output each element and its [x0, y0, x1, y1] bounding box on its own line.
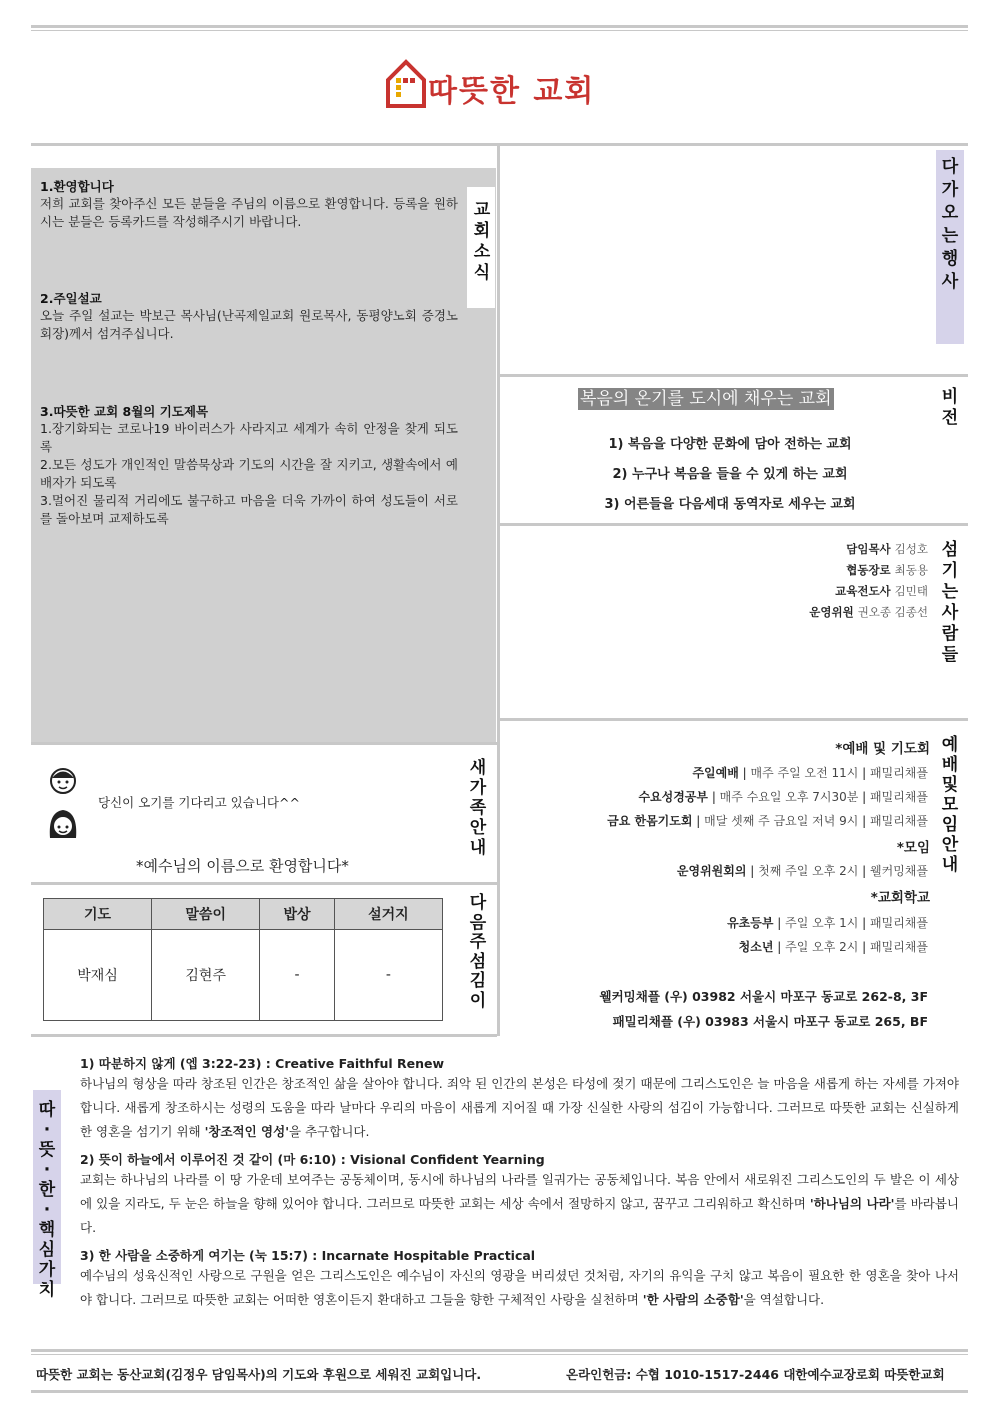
girl-avatar-icon — [46, 806, 80, 842]
servers-rule — [31, 1034, 497, 1037]
vertical-label-char: 행 — [941, 249, 959, 269]
vertical-label-char: 가 — [469, 778, 487, 798]
vertical-label-char: 예 — [941, 735, 959, 755]
core-value-body-1: 하나님의 형상을 따라 창조된 인간은 창조적인 삶을 살아야 합니다. 죄악 된 인간의 본성은 타성에 젖기 때문에 그리스도인은 늘 마음을 새롭게 하는 자세를 가져야합니다. 새롭게 창조하시는 성령의 도움을 따라 날마다 우리의 마음이 새롭게 지어질 때 가장 신실한 사랑의 섬김이 가능합니다. 그러므로 따뜻한 교회는 신실하게 한 영혼을 섬기기 위해 '창조적인 영성'을 추구합니다. — [80, 1076, 959, 1139]
staff-row: 담임목사 김성호 — [846, 542, 928, 556]
vertical-label-char: 안 — [469, 818, 487, 838]
core-value-title-2: 2) 뜻이 하늘에서 이루어진 것 같이 (마 6:10) : Visional Confident Yearning — [80, 1152, 545, 1167]
vertical-label-char: 새 — [469, 758, 487, 778]
vertical-label-char: 다 — [469, 893, 487, 913]
vertical-label-char: 김 — [469, 971, 487, 991]
vertical-label-char: 뜻 — [38, 1140, 56, 1160]
address-family: 패밀리채플 (우) 03983 서울시 마포구 동교로 265, BF — [612, 1014, 928, 1029]
vertical-label-char: 치 — [38, 1280, 56, 1300]
core-value-title-1: 1) 따분하지 않게 (엡 3:22-23) : Creative Faithful Renew — [80, 1056, 445, 1071]
duty-dishes: - — [334, 930, 442, 1021]
news-body-3: 1.장기화되는 코로나19 바이러스가 사라지고 세계가 속히 안정을 찾게 되도록 2.모든 성도가 개인적인 말씀묵상과 기도의 시간을 잘 지키고, 생활속에서 예배자가 되도록 3.멀어진 물리적 거리에도 불구하고 마음을 더욱 가까이 하여 성도들이 서로를 돌아보며 교제하도록 — [40, 421, 458, 526]
vertical-label-char: · — [43, 1160, 51, 1180]
events-label — [938, 156, 962, 294]
worship-label — [938, 735, 962, 875]
core-value-body-3: 예수님의 성육신적인 사랑으로 구원을 얻은 그리스도인은 예수님이 자신의 영광을 버리셨던 것처럼, 자기의 유익을 구치 않고 복음이 필요한 한 영혼을 찾아 나서야 합니다. 그러므로 따뜻한 교회는 어떠한 영혼이든지 환대하고 그들을 향한 구체적인 사랑을 실천하며 '한 사람의 소중함'을 역설합니다. — [80, 1268, 959, 1307]
vertical-label-char: 들 — [941, 645, 959, 665]
core-value-body-2: 교회는 하나님의 나라를 이 땅 가운데 보여주는 공동체이며, 동시에 하나님의 나라를 일궈가는 공동체입니다. 복음 안에서 새로워진 그리스도인의 두 발은 이 세상에 있을 지라도, 두 눈은 하늘을 향해 있어야 합니다. 그러므로 따뜻한 교회는 세상 속에서 절망하지 않고, 꿈꾸고 그리워하고 확신하며 '하나님의 나라'를 바라봅니다. — [80, 1172, 959, 1235]
staff-label — [938, 540, 962, 666]
news-title-1: 1.환영합니다 — [40, 179, 114, 194]
news-title-3: 3.따뜻한 교회 8월의 기도제목 — [40, 404, 209, 419]
vertical-label-char: 내 — [469, 838, 487, 858]
vision-item-3: 3) 어른들을 다음세대 동역자로 세우는 교회 — [604, 497, 856, 512]
vertical-label-char: 오 — [941, 203, 959, 223]
vertical-label-char: 람 — [941, 624, 959, 644]
vertical-label-char: 가 — [941, 180, 959, 200]
top-rule — [31, 25, 968, 28]
newcomer-rule-bottom — [31, 882, 497, 885]
vertical-label-char: 섬 — [941, 540, 959, 560]
vertical-label-char: · — [43, 1120, 51, 1140]
vertical-label-char: 는 — [941, 582, 959, 602]
vision-title: 복음의 온기를 도시에 채우는 교회 — [580, 389, 832, 409]
staff-row: 교육전도사 김민태 — [835, 584, 928, 598]
newcomer-rule-top — [31, 742, 497, 745]
school-section-title: *교회학교 — [870, 890, 930, 906]
vision-item-2: 2) 누구나 복음을 들을 수 있게 하는 교회 — [612, 467, 848, 482]
vision-item-1: 1) 복음을 다양한 문화에 담아 전하는 교회 — [608, 437, 852, 452]
core-value-title-3: 3) 한 사람을 소중하게 여기는 (눅 15:7) : Incarnate Hospitable Practical — [80, 1248, 536, 1263]
vertical-label-char: 따 — [38, 1100, 56, 1120]
next-week-label — [466, 894, 490, 1011]
duty-meal: - — [260, 930, 335, 1021]
worship-row: 청소년 | 주일 오후 2시 | 패밀리채플 — [738, 940, 928, 954]
vertical-label-char: 가 — [38, 1260, 56, 1280]
worship-row: 유초등부 | 주일 오후 1시 | 패밀리채플 — [727, 916, 928, 930]
core-values-label — [35, 1100, 59, 1300]
duty-word: 김현주 — [152, 930, 260, 1021]
vertical-label-char: 는 — [941, 226, 959, 246]
boy-avatar-icon — [46, 763, 80, 797]
vertical-label-char: · — [43, 1200, 51, 1220]
duty-header-meal: 밥상 — [260, 899, 335, 930]
worship-row: 운영위원회의 | 첫째 주일 오후 2시 | 웰커밍채플 — [676, 864, 928, 878]
worship-row: 수요성경공부 | 매주 수요일 오후 7시30분 | 패밀리채플 — [638, 790, 928, 804]
news-body-1: 저희 교회를 찾아주신 모든 분들을 주님의 이름으로 환영합니다. 등록을 원하시는 분들은 등록카드를 작성해주시기 바랍니다. — [40, 196, 458, 229]
vertical-label-char: 족 — [469, 798, 487, 818]
duty-header-prayer: 기도 — [44, 899, 152, 930]
column-divider — [497, 146, 500, 1036]
vertical-label-char: 모 — [941, 795, 959, 815]
footer-rule — [31, 1349, 968, 1352]
worship-section-title: *예배 및 기도회 — [835, 741, 930, 757]
vertical-label-char: 회 — [473, 221, 491, 241]
news-body-2: 오늘 주일 설교는 박보근 목사님(난곡제일교회 원로목사, 동평양노회 증경노회장)께서 섬겨주십니다. — [40, 308, 458, 341]
vertical-label-char: 기 — [941, 561, 959, 581]
vertical-label-char: 소 — [473, 242, 491, 262]
vertical-label-char: 안 — [941, 835, 959, 855]
vertical-label-char: 및 — [941, 775, 959, 795]
newcomer-message: 당신이 오기를 기다리고 있습니다^^ — [98, 795, 300, 810]
newcomer-label — [466, 758, 490, 858]
vertical-label-char: 사 — [941, 603, 959, 623]
church-name: 따뜻한 교회 — [428, 74, 596, 109]
footer-offering-account: 온라인헌금: 수협 1010-1517-2446 대한예수교장로회 따뜻한교회 — [566, 1367, 945, 1382]
duty-prayer: 박재심 — [44, 930, 152, 1021]
footer-support-note: 따뜻한 교회는 동산교회(김정우 담임목사)의 기도와 후원으로 세워진 교회입니다. — [36, 1367, 482, 1382]
vertical-label-char: 한 — [38, 1180, 56, 1200]
duty-header-dishes: 설거지 — [334, 899, 442, 930]
staff-row: 운영위원 권오종 김종선 — [809, 605, 928, 619]
church-news-label — [470, 200, 494, 284]
vertical-label-char: 핵 — [38, 1220, 56, 1240]
vertical-label-char: 내 — [941, 855, 959, 875]
vision-label — [938, 387, 962, 429]
vertical-label-char: 비 — [941, 387, 959, 407]
newcomer-welcome: *예수님의 이름으로 환영합니다* — [136, 857, 349, 875]
vertical-label-char: 전 — [941, 408, 959, 428]
vertical-label-char: 식 — [473, 263, 491, 283]
bottom-rule — [31, 1390, 968, 1393]
duty-header-word: 말씀이 — [152, 899, 260, 930]
footer-rule-thin — [31, 1354, 968, 1355]
staff-rule — [500, 718, 968, 721]
worship-row: 금요 한몸기도회 | 매달 셋째 주 금요일 저녁 9시 | 패밀리채플 — [607, 814, 928, 828]
events-rule — [500, 374, 968, 377]
vertical-label-char: 다 — [941, 157, 959, 177]
vertical-label-char: 배 — [941, 755, 959, 775]
staff-row: 협동장로 최동용 — [846, 563, 928, 577]
vertical-label-char: 주 — [469, 932, 487, 952]
table-row — [44, 930, 443, 1021]
vertical-label-char: 교 — [473, 200, 491, 220]
vertical-label-char: 음 — [469, 912, 487, 933]
vertical-label-char: 사 — [941, 272, 959, 292]
news-title-2: 2.주일설교 — [40, 291, 102, 306]
next-week-servers-table — [43, 898, 443, 1021]
worship-row: 주일예배 | 매주 주일 오전 11시 | 패밀리채플 — [692, 766, 928, 780]
meeting-section-title: *모임 — [896, 840, 930, 856]
vertical-label-char: 임 — [941, 815, 959, 835]
vertical-label-char: 심 — [38, 1240, 56, 1260]
vertical-label-char: 이 — [469, 990, 487, 1011]
top-rule-thin — [31, 30, 968, 31]
vertical-label-char: 섬 — [469, 951, 487, 972]
vision-rule — [500, 523, 968, 526]
address-welcoming: 웰커밍채플 (우) 03982 서울시 마포구 동교로 262-8, 3F — [599, 989, 928, 1004]
